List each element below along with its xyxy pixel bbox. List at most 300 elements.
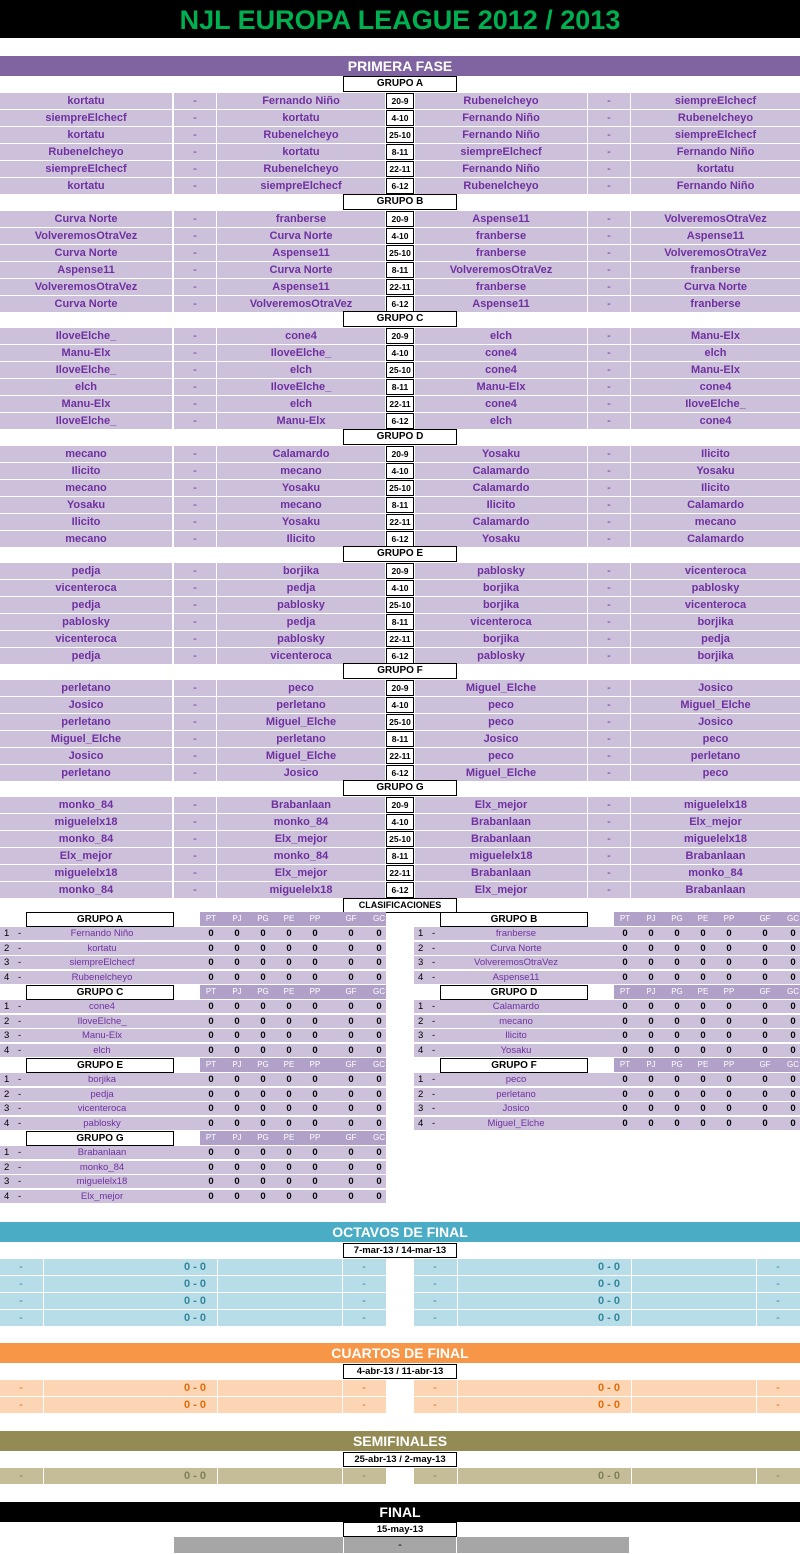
stat-value: 0 — [700, 1015, 706, 1027]
match-row — [0, 580, 800, 597]
team-away: miguelelx18 — [217, 882, 385, 898]
team-home: kortatu — [0, 127, 172, 143]
stat-value: 0 — [376, 1117, 382, 1129]
team-slot — [217, 1310, 343, 1326]
stat-value: 0 — [700, 942, 706, 954]
team-away: Yosaku — [217, 480, 385, 496]
separator: - — [19, 1295, 23, 1307]
separator: - — [432, 1015, 436, 1027]
position: 2 — [4, 1088, 10, 1100]
separator: - — [588, 882, 630, 898]
primera-fase-header: PRIMERA FASE — [0, 56, 800, 76]
match-date: 8-11 — [386, 379, 414, 395]
team-away: peco — [631, 731, 800, 747]
separator: - — [588, 262, 630, 278]
stat-value: 0 — [208, 1088, 214, 1100]
match-date: 6-12 — [386, 296, 414, 312]
stat-header: GC — [373, 914, 385, 923]
team-name: miguelelx18 — [76, 1176, 128, 1188]
stat-value: 0 — [260, 1147, 266, 1158]
team-away: VolveremosOtraVez — [631, 211, 800, 227]
match-row — [0, 514, 800, 531]
separator: - — [174, 797, 216, 813]
separator: - — [588, 514, 630, 530]
stat-header: PE — [283, 1133, 295, 1142]
match-date: 22-11 — [386, 161, 414, 177]
stat-value: 0 — [208, 971, 214, 983]
final-header: FINAL — [0, 1502, 800, 1522]
match-date: 8-11 — [386, 262, 414, 278]
stat-header: GF — [345, 1133, 357, 1142]
stat-value: 0 — [376, 1074, 382, 1085]
match-row — [0, 245, 800, 262]
match-date: 25-10 — [386, 245, 414, 261]
match-date: 20-9 — [386, 446, 414, 462]
team-home: Elx_mejor — [0, 848, 172, 864]
team-slot — [631, 1259, 757, 1275]
score: 0 - 0 — [597, 1295, 620, 1307]
stat-header: PJ — [232, 987, 242, 996]
standings-group-label: GRUPO G — [26, 1131, 174, 1146]
stat-value: 0 — [726, 928, 732, 939]
stat-value: 0 — [348, 1030, 354, 1042]
separator: - — [174, 279, 216, 295]
team-home: monko_84 — [0, 831, 172, 847]
team-name: elch — [93, 1044, 111, 1056]
stat-header: PT — [205, 914, 217, 923]
separator: - — [174, 531, 216, 547]
team-name: siempreElchecf — [69, 957, 135, 969]
separator: - — [776, 1470, 780, 1482]
team-away: elch — [217, 396, 385, 412]
stat-value: 0 — [376, 1147, 382, 1158]
separator: - — [588, 848, 630, 864]
position: 3 — [4, 1176, 10, 1188]
separator: - — [588, 614, 630, 630]
team-home: Rubenelcheyo — [415, 178, 587, 194]
stat-value: 0 — [348, 1074, 354, 1085]
separator: - — [776, 1261, 780, 1273]
team-away: miguelelx18 — [631, 797, 800, 813]
position: 4 — [418, 971, 424, 983]
team-home: Manu-Elx — [0, 345, 172, 361]
stat-value: 0 — [234, 1161, 240, 1173]
team-home: Yosaku — [415, 446, 587, 462]
separator: - — [18, 1015, 22, 1027]
stat-value: 0 — [648, 1015, 654, 1027]
stat-value: 0 — [286, 1044, 292, 1056]
separator: - — [19, 1278, 23, 1290]
match-row — [0, 446, 800, 463]
separator: - — [174, 127, 216, 143]
separator: - — [174, 345, 216, 361]
stat-value: 0 — [234, 942, 240, 954]
team-home: Fernando Niño — [415, 127, 587, 143]
stat-value: 0 — [700, 1001, 706, 1012]
position: 4 — [4, 971, 10, 983]
stat-header: GF — [345, 1060, 357, 1069]
separator: - — [174, 228, 216, 244]
stat-value: 0 — [648, 1088, 654, 1100]
team-home: Elx_mejor — [415, 882, 587, 898]
team-home: Aspense11 — [415, 296, 587, 312]
match-date: 20-9 — [386, 563, 414, 579]
match-date: 4-10 — [386, 697, 414, 713]
team-away: Elx_mejor — [631, 814, 800, 830]
match-row — [0, 831, 800, 848]
team-away: IloveElche_ — [217, 345, 385, 361]
separator: - — [18, 1103, 22, 1115]
team-home: vicenteroca — [415, 614, 587, 630]
stat-value: 0 — [700, 1103, 706, 1115]
separator: - — [174, 697, 216, 713]
stat-value: 0 — [376, 928, 382, 939]
team-home: Elx_mejor — [415, 797, 587, 813]
position: 4 — [4, 1117, 10, 1129]
stat-value: 0 — [286, 1103, 292, 1115]
separator: - — [776, 1295, 780, 1307]
team-home: VolveremosOtraVez — [0, 279, 172, 295]
stat-value: 0 — [700, 1030, 706, 1042]
separator: - — [174, 514, 216, 530]
team-name: vicenteroca — [77, 1103, 127, 1115]
team-home: Rubenelcheyo — [0, 144, 172, 160]
stat-value: 0 — [208, 1103, 214, 1115]
match-row — [0, 714, 800, 731]
separator: - — [588, 563, 630, 579]
match-row — [0, 178, 800, 195]
final-date: 15-may-13 — [343, 1522, 457, 1537]
stat-value: 0 — [726, 1015, 732, 1027]
final-team-slot — [457, 1537, 629, 1553]
stat-value: 0 — [312, 942, 318, 954]
team-away: Josico — [217, 765, 385, 781]
stat-value: 0 — [312, 1117, 318, 1129]
stat-value: 0 — [726, 1117, 732, 1129]
match-row — [0, 93, 800, 110]
team-home: Aspense11 — [0, 262, 172, 278]
position: 2 — [418, 1088, 424, 1100]
stat-value: 0 — [260, 1001, 266, 1012]
stat-value: 0 — [260, 1015, 266, 1027]
team-home: Calamardo — [415, 480, 587, 496]
separator: - — [432, 942, 436, 954]
stat-value: 0 — [762, 1103, 768, 1115]
round-header: SEMIFINALES — [0, 1431, 800, 1451]
team-slot — [457, 1276, 587, 1292]
team-away: Brabanlaan — [631, 848, 800, 864]
team-home: borjika — [415, 597, 587, 613]
stat-value: 0 — [348, 1088, 354, 1100]
stat-value: 0 — [260, 1103, 266, 1115]
stat-header: PT — [205, 1060, 217, 1069]
team-name: pablosky — [83, 1117, 121, 1129]
stat-value: 0 — [286, 928, 292, 939]
stat-value: 0 — [286, 1001, 292, 1012]
stat-value: 0 — [648, 1117, 654, 1129]
team-home: vicenteroca — [0, 631, 172, 647]
separator: - — [588, 814, 630, 830]
separator: - — [18, 1030, 22, 1042]
match-date: 22-11 — [386, 865, 414, 881]
stat-header: PP — [309, 914, 321, 923]
stat-header: PE — [697, 914, 709, 923]
team-name: cone4 — [89, 1001, 115, 1012]
separator: - — [588, 648, 630, 664]
stat-value: 0 — [674, 1103, 680, 1115]
separator: - — [174, 648, 216, 664]
team-away: Miguel_Elche — [217, 714, 385, 730]
separator: - — [588, 765, 630, 781]
team-home: Brabanlaan — [415, 865, 587, 881]
team-away: cone4 — [631, 413, 800, 429]
separator: - — [588, 680, 630, 696]
match-date: 8-11 — [386, 144, 414, 160]
team-name: VolveremosOtraVez — [474, 957, 558, 969]
stat-value: 0 — [208, 957, 214, 969]
team-name: borjika — [88, 1074, 116, 1085]
stat-value: 0 — [312, 1176, 318, 1188]
stat-value: 0 — [234, 1190, 240, 1202]
stat-value: 0 — [312, 957, 318, 969]
match-date: 4-10 — [386, 580, 414, 596]
separator: - — [174, 580, 216, 596]
round-header: OCTAVOS DE FINAL — [0, 1222, 800, 1242]
stat-value: 0 — [312, 1103, 318, 1115]
separator: - — [362, 1261, 366, 1273]
match-date: 25-10 — [386, 362, 414, 378]
position: 4 — [418, 1117, 424, 1129]
stat-header: PJ — [232, 914, 242, 923]
team-home: Manu-Elx — [415, 379, 587, 395]
team-slot — [457, 1380, 587, 1396]
separator: - — [174, 748, 216, 764]
stat-value: 0 — [260, 1030, 266, 1042]
stat-value: 0 — [260, 1074, 266, 1085]
stat-header: PG — [257, 1060, 269, 1069]
stat-value: 0 — [234, 957, 240, 969]
team-away: franberse — [217, 211, 385, 227]
team-away: VolveremosOtraVez — [631, 245, 800, 261]
separator: - — [776, 1382, 780, 1394]
group-label: GRUPO A — [343, 76, 457, 92]
team-away: pedja — [217, 580, 385, 596]
team-away: mecano — [217, 497, 385, 513]
stat-value: 0 — [208, 1030, 214, 1042]
standings-group-label: GRUPO E — [26, 1058, 174, 1073]
separator: - — [588, 110, 630, 126]
team-slot — [217, 1293, 343, 1309]
separator: - — [432, 1117, 436, 1129]
match-date: 4-10 — [386, 814, 414, 830]
stat-value: 0 — [286, 971, 292, 983]
team-slot — [631, 1468, 757, 1484]
stat-value: 0 — [376, 1103, 382, 1115]
team-away: Elx_mejor — [217, 831, 385, 847]
separator: - — [588, 748, 630, 764]
match-date: 4-10 — [386, 110, 414, 126]
team-home: cone4 — [415, 345, 587, 361]
stat-value: 0 — [286, 1074, 292, 1085]
team-away: Curva Norte — [217, 262, 385, 278]
stat-value: 0 — [622, 1074, 628, 1085]
match-date: 25-10 — [386, 597, 414, 613]
position: 3 — [418, 1030, 424, 1042]
stat-value: 0 — [348, 1001, 354, 1012]
position: 2 — [418, 942, 424, 954]
position: 1 — [4, 928, 10, 939]
separator: - — [174, 110, 216, 126]
team-slot — [631, 1397, 757, 1413]
stat-value: 0 — [348, 1190, 354, 1202]
separator: - — [588, 245, 630, 261]
team-name: Curva Norte — [490, 942, 542, 954]
position: 1 — [4, 1147, 10, 1158]
position: 3 — [4, 957, 10, 969]
stat-value: 0 — [726, 1001, 732, 1012]
separator: - — [18, 1117, 22, 1129]
stat-value: 0 — [674, 1044, 680, 1056]
stat-value: 0 — [726, 1044, 732, 1056]
team-away: IloveElche_ — [631, 396, 800, 412]
team-away: Calamardo — [631, 531, 800, 547]
stat-value: 0 — [762, 1074, 768, 1085]
separator: - — [588, 597, 630, 613]
stat-header: PP — [723, 1060, 735, 1069]
stat-header: PG — [257, 987, 269, 996]
stat-header: PE — [283, 1060, 295, 1069]
separator: - — [432, 1103, 436, 1115]
team-home: cone4 — [415, 396, 587, 412]
team-away: Miguel_Elche — [631, 697, 800, 713]
separator: - — [18, 1176, 22, 1188]
stat-value: 0 — [348, 928, 354, 939]
stat-value: 0 — [208, 942, 214, 954]
separator: - — [174, 446, 216, 462]
stat-value: 0 — [700, 928, 706, 939]
separator: - — [588, 697, 630, 713]
match-row — [0, 697, 800, 714]
position: 1 — [418, 1001, 424, 1012]
stat-value: 0 — [260, 1176, 266, 1188]
final-score: - — [343, 1537, 457, 1553]
separator: - — [174, 497, 216, 513]
stat-header: GF — [759, 987, 771, 996]
match-row — [0, 328, 800, 345]
team-name: Manu-Elx — [81, 1030, 123, 1042]
team-home: borjika — [415, 631, 587, 647]
stat-value: 0 — [348, 1117, 354, 1129]
team-home: elch — [0, 379, 172, 395]
stat-value: 0 — [286, 1161, 292, 1173]
separator: - — [174, 680, 216, 696]
stat-value: 0 — [348, 1103, 354, 1115]
stat-value: 0 — [762, 1088, 768, 1100]
team-slot — [43, 1293, 173, 1309]
team-home: IloveElche_ — [0, 362, 172, 378]
separator: - — [174, 211, 216, 227]
score: 0 - 0 — [597, 1399, 620, 1411]
team-away: Manu-Elx — [217, 413, 385, 429]
stat-header: PP — [309, 987, 321, 996]
position: 1 — [4, 1074, 10, 1085]
match-date: 20-9 — [386, 680, 414, 696]
team-away: perletano — [631, 748, 800, 764]
separator: - — [433, 1312, 437, 1324]
stat-value: 0 — [726, 1030, 732, 1042]
match-date: 6-12 — [386, 765, 414, 781]
stat-value: 0 — [312, 1088, 318, 1100]
score: 0 - 0 — [597, 1470, 620, 1482]
group-label: GRUPO F — [343, 663, 457, 679]
separator: - — [18, 1161, 22, 1173]
stat-header: PJ — [646, 914, 656, 923]
team-away: perletano — [217, 731, 385, 747]
stat-header: PJ — [646, 987, 656, 996]
stat-value: 0 — [790, 1015, 796, 1027]
team-away: Calamardo — [217, 446, 385, 462]
separator: - — [174, 714, 216, 730]
team-away: Josico — [631, 680, 800, 696]
team-home: pedja — [0, 648, 172, 664]
stat-value: 0 — [674, 1088, 680, 1100]
team-home: kortatu — [0, 178, 172, 194]
separator: - — [174, 262, 216, 278]
team-home: Calamardo — [415, 514, 587, 530]
stat-value: 0 — [208, 1176, 214, 1188]
team-away: Curva Norte — [217, 228, 385, 244]
separator: - — [588, 211, 630, 227]
team-away: perletano — [217, 697, 385, 713]
stat-header: PT — [619, 914, 631, 923]
stat-header: PP — [723, 987, 735, 996]
separator: - — [588, 865, 630, 881]
team-away: Rubenelcheyo — [217, 127, 385, 143]
team-home: Curva Norte — [0, 245, 172, 261]
separator: - — [174, 379, 216, 395]
team-home: mecano — [0, 531, 172, 547]
separator: - — [174, 144, 216, 160]
team-away: Ilicito — [217, 531, 385, 547]
team-away: monko_84 — [631, 865, 800, 881]
group-label: GRUPO C — [343, 311, 457, 327]
team-home: peco — [415, 697, 587, 713]
position: 2 — [4, 1015, 10, 1027]
team-slot — [631, 1310, 757, 1326]
stat-value: 0 — [312, 1161, 318, 1173]
stat-value: 0 — [790, 1044, 796, 1056]
position: 1 — [418, 928, 424, 939]
stat-value: 0 — [260, 1044, 266, 1056]
team-away: siempreElchecf — [631, 127, 800, 143]
stat-value: 0 — [260, 1161, 266, 1173]
team-home: franberse — [415, 279, 587, 295]
team-slot — [43, 1259, 173, 1275]
stat-value: 0 — [622, 1044, 628, 1056]
stat-value: 0 — [762, 971, 768, 983]
match-date: 6-12 — [386, 178, 414, 194]
stat-value: 0 — [208, 1001, 214, 1012]
team-away: Rubenelcheyo — [631, 110, 800, 126]
team-away: vicenteroca — [631, 563, 800, 579]
score: 0 - 0 — [183, 1295, 206, 1307]
match-date: 22-11 — [386, 279, 414, 295]
team-away: miguelelx18 — [631, 831, 800, 847]
stat-value: 0 — [674, 971, 680, 983]
separator: - — [174, 463, 216, 479]
separator: - — [588, 714, 630, 730]
separator: - — [588, 580, 630, 596]
